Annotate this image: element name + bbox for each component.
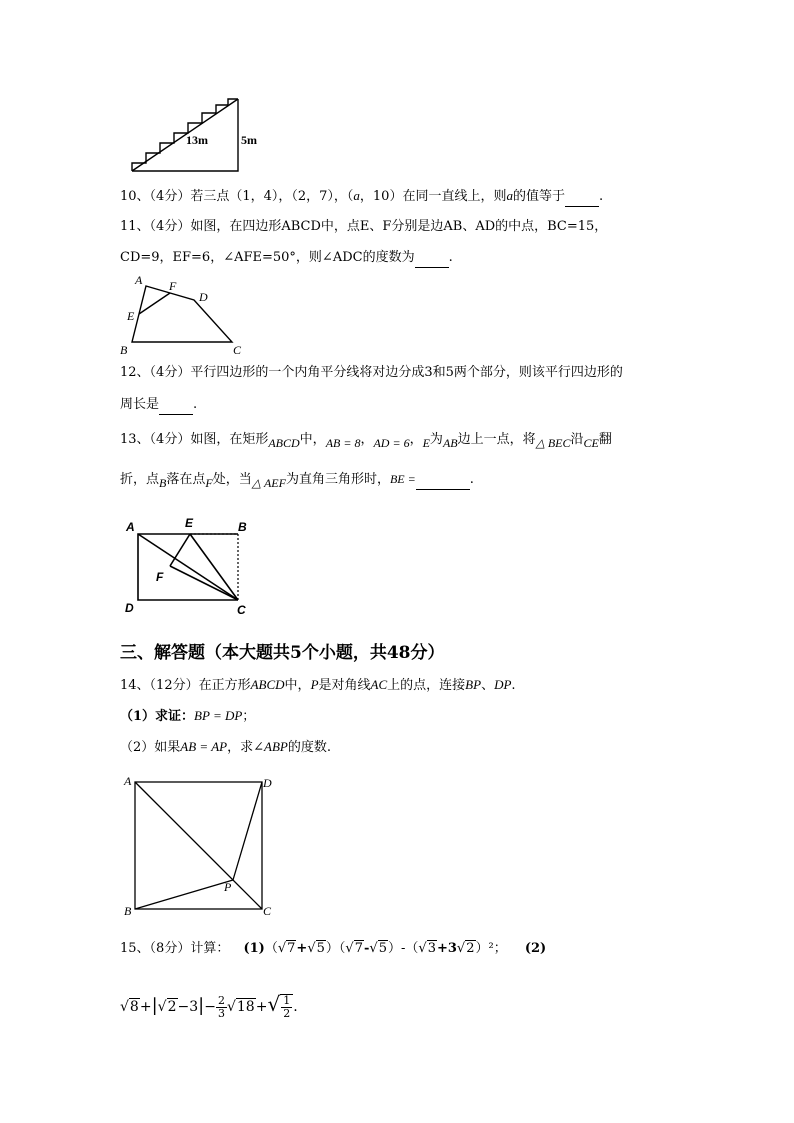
question-15-line-1: 15、（8分）计算： (1)（√7+√5）（√7-√5）-（√3+3√2）²； (2)	[120, 941, 547, 956]
label-b: B	[120, 343, 128, 357]
stairs-slope	[132, 99, 238, 171]
segment-dp	[233, 782, 262, 880]
answer-blank	[159, 396, 193, 415]
section-title: 三、解答题（本大题共5个小题，共48分）	[120, 643, 445, 663]
segment-ac	[138, 534, 238, 600]
question-14-sub-2: （2）如果AB = AP，求∠ABP的度数.	[120, 739, 331, 755]
label-d: D	[263, 776, 272, 790]
question-14: 14、（12分）在正方形ABCD中，P是对角线AC上的点，连接BP、DP.	[120, 677, 516, 693]
label-e: E	[185, 516, 194, 530]
fraction-one-half: $\frac{1}{2}$	[283, 993, 291, 1020]
label-c: C	[237, 603, 246, 617]
label-f: F	[169, 279, 177, 293]
question-12-line-1: 12、（4分）平行四边形的一个内角平分线将对边分成3和5两个部分，则该平行四边形的	[120, 365, 623, 380]
label-b: B	[124, 904, 132, 918]
question-13-line-1: 13、（4分）如图，在矩形ABCD中，AB = 8，AD = 6，E为AB边上一点，将△ BEC沿CE翻	[120, 432, 612, 450]
label-c: C	[233, 343, 242, 357]
label-b: B	[238, 520, 247, 534]
question-11-line-1: 11、（4分）如图，在四边形ABCD中，点E、F分别是边AB、AD的中点，BC=15，	[120, 219, 608, 234]
question-11-line-2: CD=9，EF=6，∠AFE=50°，则∠ADC的度数为 .	[120, 249, 453, 268]
segment-fc	[170, 566, 238, 600]
label-a: A	[135, 273, 143, 287]
label-e: E	[127, 309, 135, 323]
segment-ec	[190, 534, 238, 600]
question-15-line-2: √8+|√2−3|− $\frac{2}{3}$ √18+√ $\frac{1}{2}$ .	[120, 992, 298, 1020]
label-p: P	[224, 880, 232, 894]
stairs-label-slope: 13m	[186, 133, 208, 147]
label-d: D	[199, 290, 208, 304]
question-14-sub-1: （1）求证：BP = DP；	[120, 708, 256, 724]
square-figure	[125, 772, 270, 917]
answer-blank	[565, 188, 599, 207]
answer-blank	[415, 249, 449, 268]
answer-blank	[416, 471, 470, 490]
quadrilateral-abcd	[132, 286, 232, 342]
label-a: A	[124, 774, 132, 788]
fraction-two-thirds: $\frac{2}{3}$	[217, 993, 225, 1020]
stairs-label-height: 5m	[241, 133, 257, 147]
question-13-line-2: 折，点B落在点F处，当△ AEF为直角三角形时，BE = .	[120, 472, 474, 490]
label-c: C	[263, 904, 272, 918]
label-f: F	[156, 570, 164, 584]
label-d: D	[125, 601, 134, 615]
question-12-line-2: 周长是 .	[120, 396, 197, 415]
rectangle-fold-figure	[128, 520, 248, 610]
question-10: 10、（4分）若三点（1，4），（2，7），（a，10）在同一直线上，则a的值等于 .	[120, 187, 603, 207]
segment-bp	[135, 880, 233, 909]
label-a: A	[126, 520, 135, 534]
